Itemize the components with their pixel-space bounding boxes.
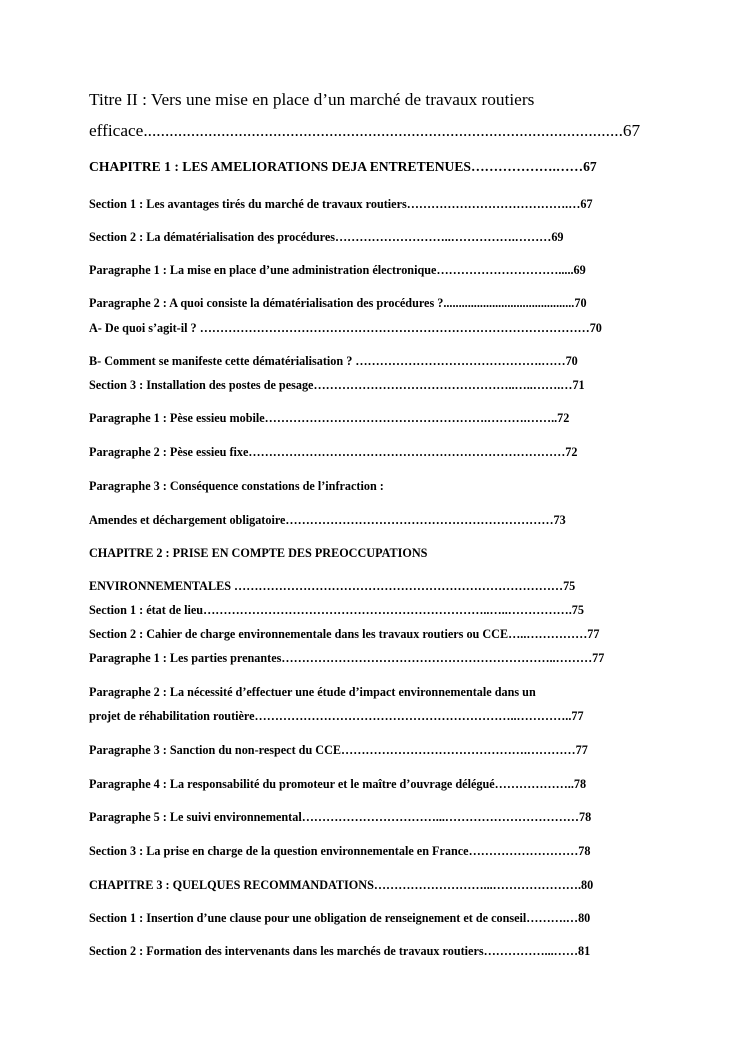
- toc-line: Paragraphe 2 : Pèse essieu fixe……………………………………………………………………72: [89, 445, 578, 459]
- toc-line: Paragraphe 2 : A quoi consiste la dématérialisation des procédures ?...........................................70: [89, 296, 587, 310]
- toc-line: Titre II : Vers une mise en place d’un marché de travaux routiers: [89, 90, 535, 109]
- toc-line: Section 1 : Les avantages tirés du marché de travaux routiers………………………………….…67: [89, 197, 593, 211]
- toc-line: Paragraphe 1 : Pèse essieu mobile……………………………………………….……….……..72: [89, 411, 570, 425]
- toc-line: Paragraphe 4 : La responsabilité du promoteur et le maître d’ouvrage délégué………………..78: [89, 777, 587, 791]
- toc-line: ENVIRONNEMENTALES ………………………………………………………………………75: [89, 579, 576, 593]
- toc-line: Paragraphe 1 : La mise en place d’une administration électronique………………………….....69: [89, 263, 586, 277]
- toc-line: Section 3 : Installation des postes de pesage…………………………………………..…..…….…71: [89, 378, 585, 392]
- toc-line: Paragraphe 5 : Le suivi environnemental……………………………...……………………………78: [89, 810, 592, 824]
- toc-line: efficace...............................................................................................................67: [89, 121, 641, 140]
- toc-line: Section 2 : Formation des intervenants dans les marchés de travaux routiers……………...……81: [89, 944, 591, 958]
- toc-line: A- De quoi s’agit-il ? ……………………………………………………………………………………70: [89, 321, 602, 335]
- toc-line: Paragraphe 1 : Les parties prenantes…………………………………………………………..………77: [89, 651, 605, 665]
- toc-line: CHAPITRE 1 : LES AMELIORATIONS DEJA ENTRETENUES……………….……67: [89, 159, 597, 174]
- toc-line: B- Comment se manifeste cette dématérialisation ? ……………………………………….……70: [89, 354, 578, 368]
- toc-line: CHAPITRE 2 : PRISE EN COMPTE DES PREOCCUPATIONS: [89, 546, 428, 560]
- toc-line: CHAPITRE 3 : QUELQUES RECOMMANDATIONS………………………...………………….80: [89, 878, 594, 892]
- toc-line: Section 1 : Insertion d’une clause pour une obligation de renseignement et de conseil……….…80: [89, 911, 591, 925]
- toc-line: Paragraphe 3 : Sanction du non-respect du CCE……………………………………….…………77: [89, 743, 588, 757]
- toc-line: Paragraphe 2 : La nécessité d’effectuer une étude d’impact environnementale dans un: [89, 685, 536, 699]
- toc-line: Section 3 : La prise en charge de la question environnementale en France………………………78: [89, 844, 591, 858]
- toc-line: Paragraphe 3 : Conséquence constations de l’infraction :: [89, 479, 384, 493]
- toc-line: Section 2 : Cahier de charge environnementale dans les travaux routiers ou CCE…..……………77: [89, 627, 600, 641]
- toc-line: Amendes et déchargement obligatoire…………………………………………………………73: [89, 513, 566, 527]
- toc-line: Section 2 : La dématérialisation des procédures………………………..…………….………69: [89, 230, 564, 244]
- toc-line: projet de réhabilitation routière………………………………………………………..…………..77: [89, 709, 584, 723]
- toc-line: Section 1 : état de lieu……………………………………………………………..…..…………….75: [89, 603, 584, 617]
